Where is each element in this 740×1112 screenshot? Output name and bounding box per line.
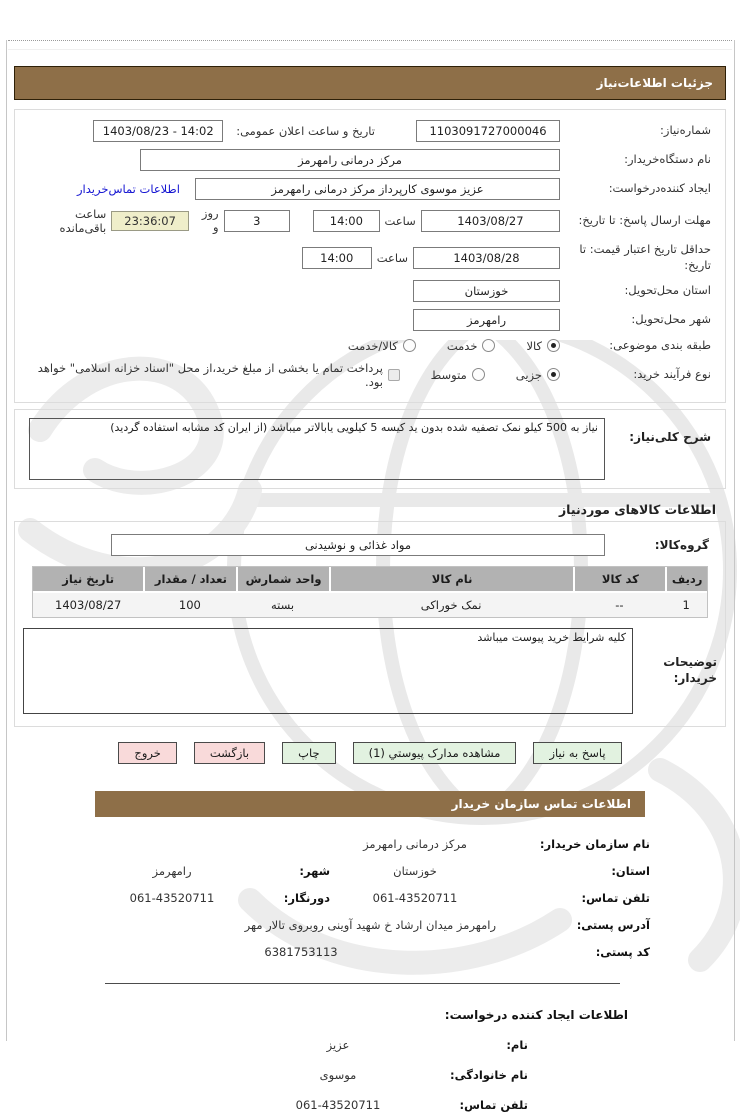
process-type-label: نوع فرآیند خرید: xyxy=(633,366,711,381)
col-header-need-date: تاریخ نیاز xyxy=(33,567,143,591)
col-header-item-name: نام کالا xyxy=(329,567,574,591)
need-info-section xyxy=(14,109,726,403)
radio-icon-motevasset[interactable] xyxy=(472,368,485,381)
contact-section-title-bar: اطلاعات تماس سازمان خریدار xyxy=(95,791,645,817)
radio-icon-jozii[interactable] xyxy=(547,368,560,381)
radio-option-kala-khadamat[interactable] xyxy=(348,339,416,353)
process-type-row xyxy=(29,361,711,389)
price-validity-label: حداقل تاریخ اعتبار قیمت: تا تاریخ: xyxy=(579,242,711,272)
reply-hour-label: ساعت xyxy=(384,214,416,228)
radio-label-kala: کالا xyxy=(526,338,542,353)
last-name-value: موسوی xyxy=(319,1067,357,1082)
need-number-label: شماره‌نیاز: xyxy=(660,123,711,138)
exit-button[interactable]: خروج xyxy=(118,742,176,764)
price-validity-row xyxy=(29,242,711,273)
buyer-notes-row xyxy=(23,628,717,714)
fax-value: 061-43520711 xyxy=(129,890,215,905)
print-button[interactable]: چاپ xyxy=(282,742,335,764)
requester-phone-label: تلفن تماس: xyxy=(459,1097,528,1112)
col-header-unit: واحد شمارش xyxy=(236,567,328,591)
radio-label-khadamat: خدمت xyxy=(446,338,478,353)
goods-group-row xyxy=(31,534,709,556)
goods-group-label: گروه‌کالا: xyxy=(654,537,709,552)
org-name-label: نام سازمان خریدار: xyxy=(539,836,650,851)
contact-info-grid xyxy=(90,837,650,959)
subject-class-label: طبقه بندی موضوعی: xyxy=(609,338,711,353)
need-number-row xyxy=(29,120,711,142)
first-name-value: عزیز xyxy=(326,1037,350,1052)
radio-label-jozii: جزیی xyxy=(515,367,542,382)
top-dotted-divider xyxy=(8,40,732,41)
need-description-section xyxy=(14,409,726,489)
goods-table xyxy=(32,566,708,618)
radio-icon-kala-khadamat[interactable] xyxy=(403,339,416,352)
radio-icon-kala[interactable] xyxy=(547,339,560,352)
last-name-label: نام خانوادگی: xyxy=(450,1067,528,1082)
need-description-textarea[interactable]: نیاز به 500 کیلو نمک تصفیه شده بدون ید کیسه 5 کیلویی یابالاتر میباشد (از ایران کد مشابه استفاده گردید) xyxy=(29,418,605,480)
phone-label: تلفن تماس: xyxy=(581,890,650,905)
postal-code-label: کد پستی: xyxy=(595,944,650,959)
province-label: استان: xyxy=(611,863,650,878)
delivery-city-label: شهر محل‌تحویل: xyxy=(631,312,711,327)
first-name-label: نام: xyxy=(506,1037,528,1052)
requester-section-title: اطلاعات ایجاد کننده درخواست: xyxy=(444,1007,628,1022)
price-validity-hour-label: ساعت xyxy=(376,250,408,265)
goods-section xyxy=(14,521,726,727)
treasury-checkbox-icon[interactable] xyxy=(388,369,400,381)
phone-value: 061-43520711 xyxy=(372,890,458,905)
radio-option-kala[interactable] xyxy=(526,339,560,353)
view-attachments-button[interactable]: مشاهده مدارک پیوستي (1) xyxy=(353,742,517,764)
city-label: شهر: xyxy=(299,863,330,878)
requester-info-grid xyxy=(266,1038,528,1112)
reply-days-label: روز و xyxy=(201,206,219,234)
remaining-time-badge: 23:36:07 xyxy=(111,211,189,231)
announce-datetime-label: تاریخ و ساعت اعلان عمومی: xyxy=(236,124,375,138)
city-value: رامهرمز xyxy=(152,863,192,878)
subject-class-row xyxy=(29,338,711,354)
cell-item-code: -- xyxy=(573,591,665,617)
request-creator-label: ایجاد کننده‌درخواست: xyxy=(608,181,711,196)
postal-address-label: آدرس پستی: xyxy=(576,917,650,932)
request-creator-row xyxy=(29,178,711,200)
cell-item-name: نمک خوراکی xyxy=(329,591,574,617)
buyer-notes-label: توضیحات خریدار: xyxy=(663,654,717,686)
radio-option-motevasset[interactable] xyxy=(431,368,485,382)
cell-quantity: 100 xyxy=(143,591,236,617)
table-row xyxy=(33,591,707,617)
radio-label-kala-khadamat: کالا/خدمت xyxy=(347,338,398,353)
col-header-item-code: کد کالا xyxy=(573,567,665,591)
section-divider xyxy=(105,983,620,984)
fax-label: دورنگار: xyxy=(283,890,330,905)
need-number-field[interactable]: 1103091727000046 xyxy=(416,120,560,142)
radio-option-jozii[interactable] xyxy=(516,368,560,382)
reply-hour-field[interactable]: 14:00 xyxy=(313,210,379,232)
delivery-province-field[interactable]: خوزستان xyxy=(413,280,560,302)
cell-need-date: 1403/08/27 xyxy=(33,591,143,617)
delivery-city-row xyxy=(29,309,711,331)
reply-to-need-button[interactable]: پاسخ به نیاز xyxy=(533,742,621,764)
delivery-province-row xyxy=(29,280,711,302)
goods-table-header-row xyxy=(33,567,707,591)
radio-option-khadamat[interactable] xyxy=(447,339,496,353)
remaining-time-label: ساعت باقی‌مانده xyxy=(59,207,107,235)
radio-label-motevasset: متوسط xyxy=(430,367,467,382)
reply-deadline-date-field[interactable]: 1403/08/27 xyxy=(421,210,560,232)
announce-datetime-field[interactable]: 1403/08/23 - 14:02 xyxy=(93,120,223,142)
buyer-device-field[interactable]: مرکز درمانی رامهرمز xyxy=(140,149,560,171)
org-name-value: مرکز درمانی رامهرمز xyxy=(363,836,467,851)
reply-deadline-label: مهلت ارسال پاسخ: تا تاریخ: xyxy=(578,213,711,228)
reply-days-field[interactable]: 3 xyxy=(224,210,290,232)
delivery-province-label: استان محل‌تحویل: xyxy=(624,283,711,298)
postal-address-value: رامهرمز میدان ارشاد خ شهید آوینی روبروی تالار مهر xyxy=(244,917,496,932)
cell-unit: بسته xyxy=(236,591,328,617)
price-validity-date-field[interactable]: 1403/08/28 xyxy=(413,247,560,269)
reply-deadline-row xyxy=(29,207,711,235)
buyer-notes-textarea[interactable]: کلیه شرایط خرید پیوست میباشد xyxy=(23,628,633,714)
request-creator-field[interactable]: عزیز موسوی کارپرداز مرکز درمانی رامهرمز xyxy=(195,178,560,200)
province-value: خوزستان xyxy=(393,863,437,878)
goods-group-field[interactable]: مواد غذائی و نوشیدنی xyxy=(111,534,605,556)
page-title: جزئیات اطلاعات‌نیاز xyxy=(14,66,726,100)
treasury-checkbox-option[interactable] xyxy=(29,361,400,389)
requester-phone-value: 061-43520711 xyxy=(295,1097,381,1112)
col-header-quantity: تعداد / مقدار xyxy=(143,567,236,591)
cell-row-number: 1 xyxy=(665,591,707,617)
buyer-device-row xyxy=(29,149,711,171)
delivery-city-field[interactable]: رامهرمز xyxy=(413,309,560,331)
top-light-divider xyxy=(8,49,732,50)
price-validity-hour-field[interactable]: 14:00 xyxy=(302,247,372,269)
back-button[interactable]: بازگشت xyxy=(194,742,265,764)
buyer-device-label: نام دستگاه‌خریدار: xyxy=(624,152,711,167)
buyer-contact-link[interactable]: اطلاعات تماس‌خریدار xyxy=(77,182,180,196)
action-buttons xyxy=(0,742,740,764)
goods-section-title: اطلاعات کالاهای موردنیاز xyxy=(558,501,716,517)
postal-code-value: 6381753113 xyxy=(264,944,338,959)
col-header-row-number: ردیف xyxy=(665,567,707,591)
need-description-label: شرح کلی‌نیاز: xyxy=(629,429,711,444)
treasury-checkbox-label: پرداخت تمام یا بخشی از مبلغ خرید،از محل "اسناد خزانه اسلامی" خواهد بود. xyxy=(37,360,383,389)
radio-icon-khadamat[interactable] xyxy=(482,339,495,352)
